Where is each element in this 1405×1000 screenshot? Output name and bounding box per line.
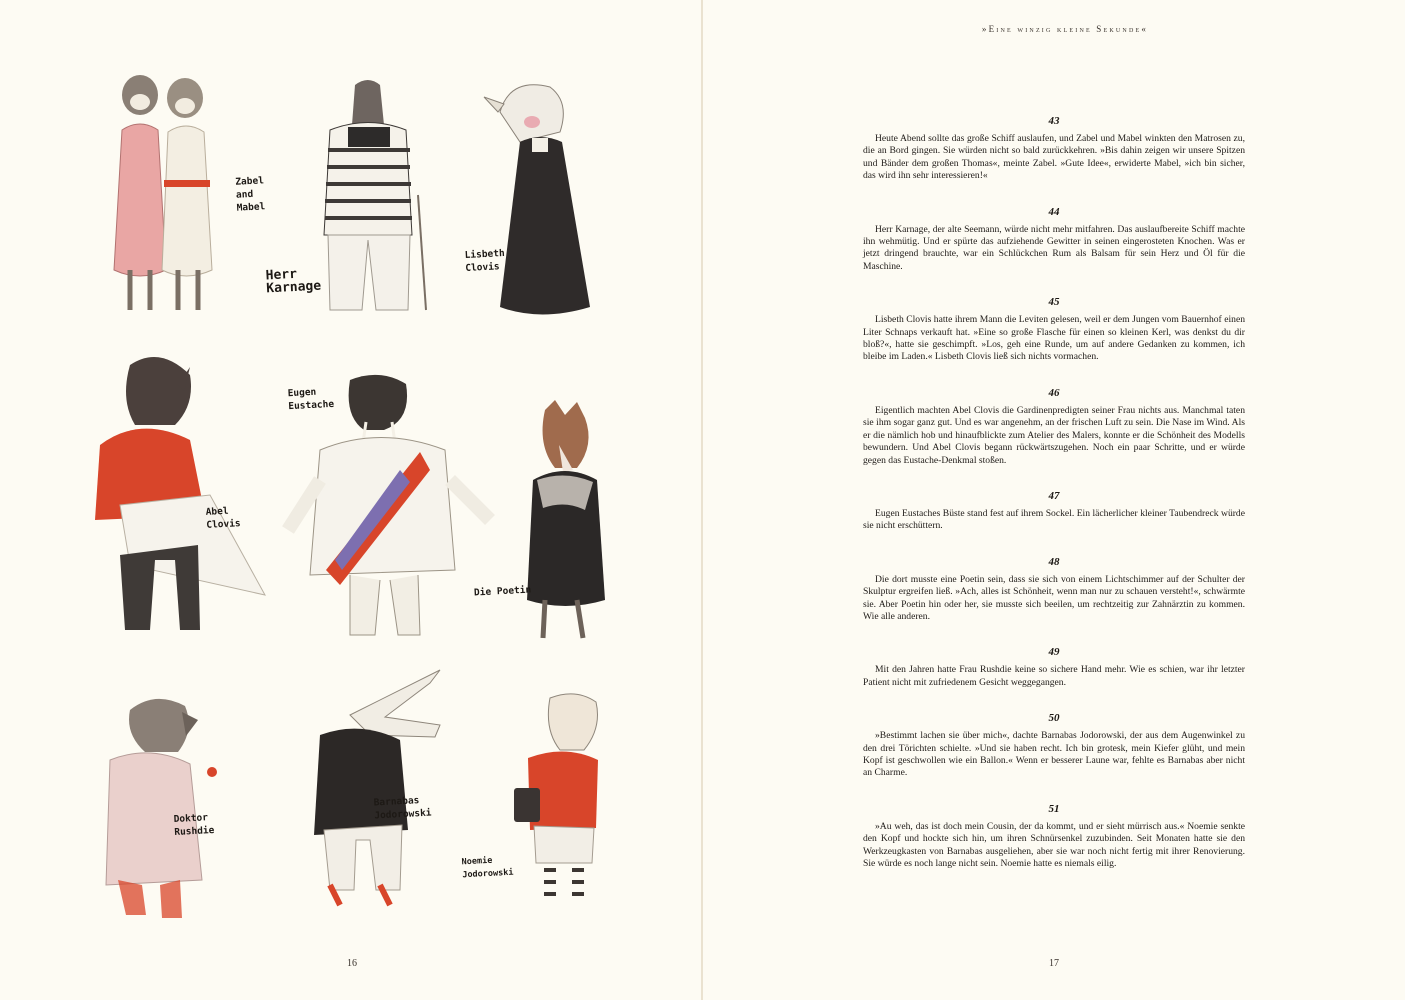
dog-dentist-drawing xyxy=(90,690,240,930)
figure-zabel-and-mabel xyxy=(100,70,250,330)
caption-die-poetin: Die Poetin xyxy=(473,584,532,599)
illustration-page xyxy=(0,0,702,1000)
running-title: »Eine winzig kleine Sekunde« xyxy=(981,24,1149,34)
crocodile-man-drawing xyxy=(290,665,450,920)
entry-number: 47 xyxy=(1048,489,1060,502)
caption-abel-clovis: Abel Clovis xyxy=(205,505,241,531)
entry-text: »Bestimmt lachen sie über mich«, dachte Barnabas Jodorowski, der aus dem Augenwinkel zu den drei Törichten schielte. »Und sie haben recht. Ich bin grotesk, mein Kiefer glüht, und mein Kopf ist geschwollen wie ein Ballon.« Wenn er besserer Laune war, fehlte es Barnabas aber nicht an Charme. xyxy=(863,730,1245,779)
entry-number: 51 xyxy=(1048,802,1060,815)
caption-doktor-rushdie: Doktor Rushdie xyxy=(173,812,215,839)
caption-lisbeth-clovis: Lisbeth Clovis xyxy=(464,247,505,275)
entry-text: Lisbeth Clovis hatte ihrem Mann die Leviten gelesen, weil er dem Jungen vom Bauernhof einen Liter Schnaps verkauft hat. »Eine so große Flasche für einen so kleinen Kerl, was denkst du dir bloß?«, hatte sie geschimpft. »Los, geh eine Runde, um auf andere Gedanken zu kommen, ich bleibe im Laden.« Lisbeth Clovis ließ sich nichts vormachen. xyxy=(863,314,1245,363)
figure-abel-clovis xyxy=(80,345,270,645)
page-number-left: 16 xyxy=(347,958,357,969)
entry-44 xyxy=(863,206,1245,274)
entry-45 xyxy=(863,296,1245,364)
figure-die-poetin xyxy=(515,400,615,645)
entry-number: 50 xyxy=(1048,712,1060,725)
entry-48 xyxy=(863,556,1245,624)
entry-number: 45 xyxy=(1048,296,1060,309)
entry-text: Eugen Eustaches Büste stand fest auf ihrem Sockel. Ein lächerlicher kleiner Taubendreck würde sie nicht erschüttern. xyxy=(863,507,1245,532)
numbered-entries xyxy=(863,115,1245,893)
rhino-lady-drawing xyxy=(480,72,610,327)
caption-barnabas-jodorowski: Barnabas Jodorowski xyxy=(373,795,432,822)
entry-46 xyxy=(863,387,1245,467)
caption-noemie-jodorowski: Noemie Jodorowski xyxy=(461,855,514,881)
entry-number: 44 xyxy=(1048,205,1060,218)
weasel-pair-drawing xyxy=(100,70,250,330)
entry-text: Mit den Jahren hatte Frau Rushdie keine so sichere Hand mehr. Wie es schien, war ihr letzter Patient nicht mit zufriedenem Gesicht weggegangen. xyxy=(863,664,1245,688)
goat-girl-drawing xyxy=(500,688,615,933)
caption-herr-karnage: Herr Karnage xyxy=(265,266,322,297)
fox-lady-drawing xyxy=(515,400,615,645)
entry-51 xyxy=(863,803,1245,871)
entry-number: 49 xyxy=(1048,646,1060,659)
entry-47 xyxy=(863,490,1245,533)
figure-doktor-rushdie xyxy=(90,690,240,930)
entry-text: »Au weh, das ist doch mein Cousin, der da kommt, und er sieht mürrisch aus.« Noemie senkte den Kopf und hockte sich hin, um ihren Schnürsenkel zuzubinden. Seit Monaten hatte sie den Werkzeugkasten von Barnabas ausgeliehen, aber sie war noch nicht fertig mit ihrer Renovierung. Sie würde es noch lange nicht sein. Noemie hatte es niemals eilig. xyxy=(863,820,1245,869)
figure-eugen-eustache xyxy=(280,370,495,650)
entry-text: Die dort musste eine Poetin sein, dass sie sich von einem Lichtschimmer auf der Schulter der Skulptur ergreifen ließ. »Ach, alles ist Schönheit, wenn man nur zu schauen versteht!«, schwärmte sie. Aber Poetin hin oder her, sie musste sich beeilen, um rechtzeitig zur Zahnärztin zu kommen. Wie alle anderen. xyxy=(863,573,1245,622)
entry-text: Herr Karnage, der alte Seemann, würde nicht mehr mitfahren. Das auslaufbereite Schiff machte ihn wehmütig. Und er spürte das aufziehende Gewitter in seinen eingerosteten Knochen. Was er jetzt dringend brauchte, war ein Schlückchen Rum als Balsam für sein Herz und Öl für die Maschine. xyxy=(863,223,1245,272)
caption-zabel-and-mabel: Zabel and Mabel xyxy=(235,175,266,214)
entry-49 xyxy=(863,646,1245,689)
rhino-butcher-drawing xyxy=(80,345,270,645)
entry-text: Eigentlich machten Abel Clovis die Gardinenpredigten seiner Frau nichts aus. Manchmal taten sie ihm sogar ganz gut. Und es war angenehm, an der frischen Luft zu sein. Die Nase im Wind. Als er die nämlich hob und hinaufblickte zum Atelier des Malers, konnte er die Schönheit des Modells bewundern. Und Abel Clovis begann rückwärtszugehen. Noch ein paar Schritte, und er würde gegen das Eustache-Denkmal stoßen. xyxy=(863,404,1245,466)
entry-50 xyxy=(863,712,1245,780)
figure-noemie-jodorowski xyxy=(500,688,615,933)
entry-number: 43 xyxy=(1048,115,1060,127)
caption-eugen-eustache: Eugen Eustache xyxy=(287,386,335,413)
text-page xyxy=(703,0,1405,1000)
entry-number: 46 xyxy=(1048,386,1060,399)
entry-43 xyxy=(863,115,1245,183)
entry-number: 48 xyxy=(1048,555,1060,568)
page-number-right: 17 xyxy=(1049,958,1059,969)
figure-lisbeth-clovis xyxy=(480,72,610,327)
walrus-statue-drawing xyxy=(280,370,495,650)
entry-text: Heute Abend sollte das große Schiff auslaufen, und Zabel und Mabel winkten den Matrosen zu, die an Bord gingen. Sie würden nicht so bald zurückkehren. »Bis dahin zeigen wir unsere Spitzen und Bänder dem großen Thomas«, meinte Zabel. »Gute Idee«, erwiderte Mabel, »ich bin sicher, das wird ihn sehr interessieren!« xyxy=(863,133,1245,182)
figure-barnabas-jodorowski xyxy=(290,665,450,920)
